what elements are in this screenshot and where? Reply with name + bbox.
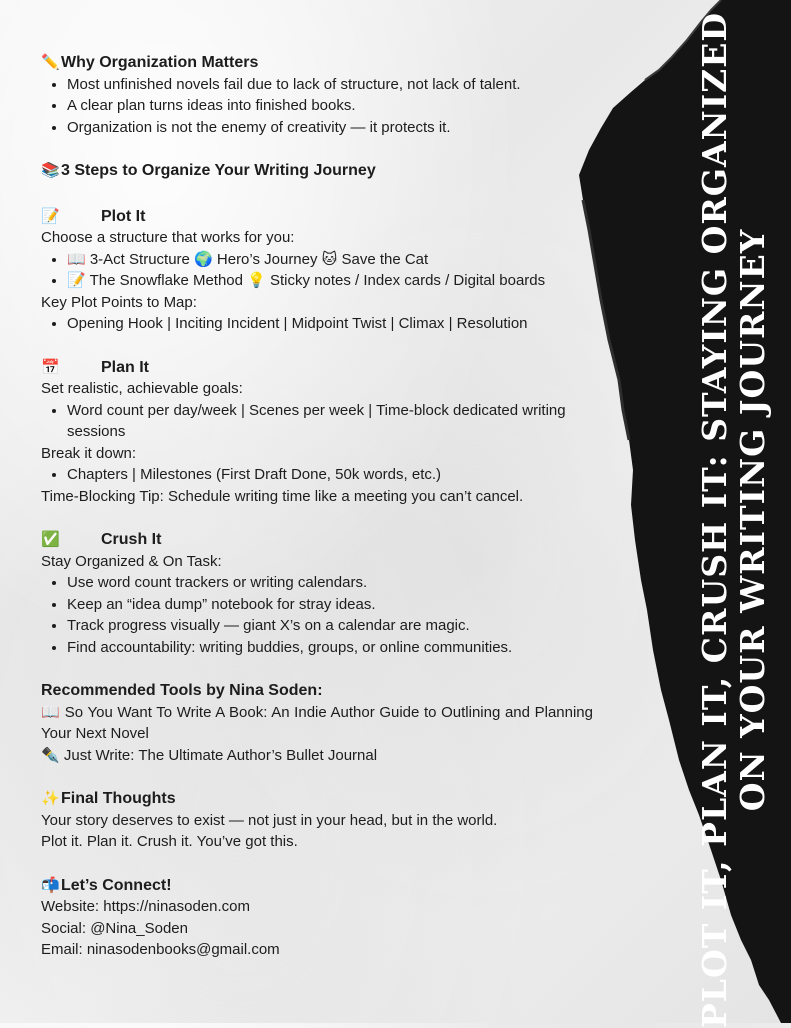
side-title (689, 11, 779, 1028)
tools-heading (41, 680, 593, 702)
plan-tip: Time-Blocking Tip: Schedule writing time like a meeting you can’t cancel. (41, 487, 524, 505)
connect-social: Social: @Nina_Soden (41, 919, 188, 937)
plot-list (41, 249, 593, 292)
sparkles-icon: ✨ (41, 790, 60, 807)
connect-heading (41, 875, 593, 897)
list-item: • Organization is not the enemy of creativity — it protects it. (67, 117, 593, 139)
plan-break-label: Break it down: (41, 444, 137, 462)
why-heading (41, 52, 593, 74)
steps-heading (41, 160, 593, 182)
tools-book2 (41, 745, 593, 767)
side-title-line2: ON YOUR WRITING JOURNEY (733, 228, 772, 812)
list-item: • Use word count trackers or writing calendars. (67, 572, 593, 594)
books-icon: 📚 (41, 162, 60, 179)
tools-book2-text: Just Write: The Ultimate Author’s Bullet Journal (63, 746, 378, 764)
final-heading (41, 788, 593, 810)
list-item: • Word count per day/week | Scenes per week | Time-block dedicated writing sessions (67, 400, 593, 443)
steps-heading-text: 3 Steps to Organize Your Writing Journey (61, 162, 376, 179)
tools-heading-text: Recommended Tools by Nina Soden: (41, 682, 323, 699)
list-item: • Most unfinished novels fail due to lack of structure, not lack of talent. (67, 74, 593, 96)
pencil-icon: ✏️ (41, 54, 60, 71)
plan-heading (41, 357, 593, 379)
check-mark-icon: ✅ (41, 531, 60, 548)
final-heading-text: Final Thoughts (61, 790, 176, 807)
connect-website: Website: https://ninasoden.com (41, 898, 251, 915)
final-line2: Plot it. Plan it. Crush it. You’ve got this. (41, 833, 298, 850)
crush-intro: Stay Organized & On Task: (41, 552, 222, 570)
final-line1: Your story deserves to exist — not just in your head, but in the world. (41, 811, 498, 829)
list-item: • Opening Hook | Inciting Incident | Midpoint Twist | Climax | Resolution (67, 313, 593, 335)
mailbox-icon: 📬 (41, 876, 60, 894)
plan-list (41, 400, 593, 443)
list-item: • 📖 3-Act Structure 🌍 Hero’s Journey 🐱 Save the Cat (67, 249, 593, 271)
plot-key-label: Key Plot Points to Map: (41, 293, 197, 311)
pen-nib-icon: ✒️ (41, 746, 60, 764)
plot-heading-text: Plot It (101, 207, 146, 225)
list-item: • Keep an “idea dump” notebook for stray ideas. (67, 594, 593, 616)
memo-icon: 📝 (41, 207, 60, 225)
crush-heading-text: Crush It (101, 531, 162, 548)
crush-heading (41, 529, 593, 551)
plot-heading (41, 206, 593, 228)
crush-list (41, 572, 593, 658)
list-item: • Track progress visually — giant X’s on a calendar are magic. (67, 615, 593, 637)
list-item: • Chapters | Milestones (First Draft Done, 50k words, etc.) (67, 464, 593, 486)
plot-intro: Choose a structure that works for you: (41, 229, 295, 246)
plan-heading-text: Plan It (101, 358, 150, 376)
connect-email: Email: ninasodenbooks@gmail.com (41, 941, 280, 958)
plot-key-list (41, 313, 593, 335)
why-list (41, 74, 593, 139)
side-title-line1: PLOT IT, PLAN IT, CRUSH IT: STAYING ORGANIZED (695, 11, 734, 1028)
plan-intro: Set realistic, achievable goals: (41, 380, 243, 397)
open-book-icon: 📖 (41, 703, 61, 721)
connect-heading-text: Let’s Connect! (61, 876, 172, 894)
calendar-icon: 📅 (41, 358, 60, 376)
list-item: • A clear plan turns ideas into finished books. (67, 95, 593, 117)
tools-book1-text: So You Want To Write A Book: An Indie Author Guide to Outlining and Planning Your Next Novel (41, 703, 593, 742)
plan-break-list (41, 464, 593, 486)
tools-book1 (41, 702, 593, 745)
why-heading-text: Why Organization Matters (61, 54, 259, 71)
list-item: • 📝 The Snowflake Method 💡 Sticky notes / Index cards / Digital boards (67, 270, 593, 292)
document-body (41, 52, 593, 961)
list-item: • Find accountability: writing buddies, groups, or online communities. (67, 637, 593, 659)
